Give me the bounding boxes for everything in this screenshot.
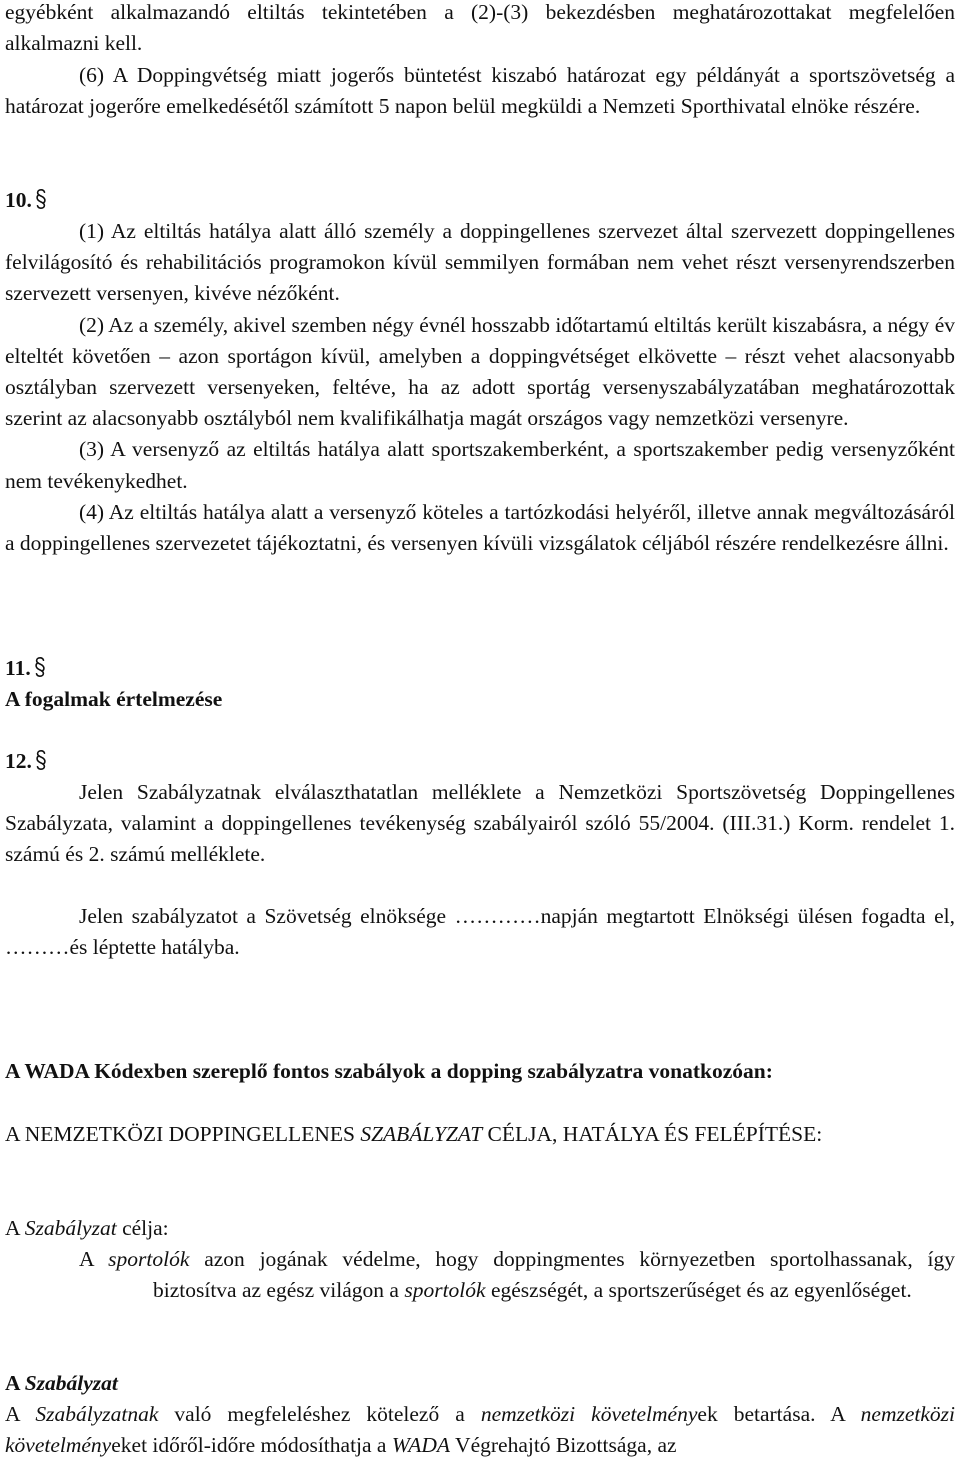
paragraph-10-3: (3) A versenyző az eltiltás hatálya alatt sportszakemberként, a sportszakember pedig versenyzőként nem tevékenykedhet. (5, 437, 955, 493)
section-10-heading (5, 185, 955, 216)
aim-label-italic: Szabályzat (24, 1216, 117, 1240)
caps-heading-b: CÉLJA, HATÁLYA ÉS FELÉPÍTÉSE: (482, 1122, 823, 1146)
paragraph-6 (5, 60, 955, 122)
aim-item-a: A (79, 1247, 109, 1271)
section-number: 10. (5, 188, 32, 212)
aim-item-italic: sportolók (108, 1247, 190, 1271)
caps-heading-italic: SZABÁLYZAT (360, 1122, 483, 1146)
last-paragraph (5, 1399, 955, 1461)
last-text-b: való megfeleléshez kötelező a (158, 1402, 481, 1426)
section-12-body (5, 777, 955, 871)
date-placeholder: ………… (454, 904, 541, 928)
adoption-text-c: és léptette hatályba. (69, 935, 240, 960)
last-text-a: A (5, 1402, 36, 1426)
section-sign-icon (33, 656, 47, 678)
paragraph-10-2: (2) Az a személy, akivel szemben négy évnél hosszabb időtartamú eltiltás került kiszabásra, a négy év elteltét követően – azon sportágon kívül, amelyben a doppingvétséget elkövette – részt vehet alacsonyabb osztályban szervezett versenyeken, feltéve, ha az adott sportág versenyszabályzatában meghatározottak szerint az alacsonyabb osztályból nem kvalifikálhatja magát országos vagy nemzetközi versenyre. (5, 312, 955, 431)
aim-label (5, 1213, 955, 1244)
date-placeholder: ……… (5, 935, 70, 960)
caps-heading-a: A NEMZETKÖZI DOPPINGELLENES (5, 1122, 361, 1146)
aim-label-a: A (5, 1216, 25, 1240)
paragraph-10-4: (4) Az eltiltás hatálya alatt a versenyző köteles a tartózkodási helyéről, illetve annak megváltozásáról a doppingellenes szervezetet tájékoztatni, és versenyen kívüli vizsgálatok céljából részére rendelkezésre állni. (5, 499, 955, 556)
caps-heading (5, 1119, 955, 1150)
section-sign-icon (34, 188, 48, 210)
last-italic-1: Szabályzatnak (35, 1402, 159, 1426)
section-number: 11. (5, 656, 31, 680)
aim-item-c: egészségét, a sportszerűséget és az egyenlőséget. (485, 1278, 912, 1303)
adoption-text-a: Jelen szabályzatot a Szövetség elnöksége (79, 904, 455, 928)
last-text-c: ek betartása. A (697, 1402, 861, 1426)
aim-item (5, 1244, 955, 1306)
wada-heading-text: A WADA Kódexben szereplő fontos szabályok a dopping szabályzatra vonatkozóan: (5, 1059, 773, 1083)
szabalyzat-heading (5, 1368, 955, 1399)
wada-heading (5, 1056, 955, 1087)
last-italic-2: nemzetközi követelmény (480, 1402, 698, 1426)
aim-item-italic: sportolók (404, 1278, 486, 1303)
last-italic-3: nemzetközi követelmény (5, 1402, 956, 1458)
paragraph-text: egyébként alkalmazandó eltiltás tekintetében a (2)-(3) bekezdésben meghatározottakat megfelelően alkalmazni kell. (5, 0, 955, 56)
section-10-body (5, 216, 955, 559)
section-11-title: A fogalmak értelmezése (5, 687, 223, 712)
section-11-heading (5, 653, 955, 715)
szabalyzat-heading-italic: Szabályzat (24, 1371, 118, 1395)
paragraph-12-1: Jelen Szabályzatnak elválaszthatatlan melléklete a Nemzetközi Sportszövetség Doppingellenes Szabályzata, valamint a doppingellenes tevékenység szabályairól szóló 55/2004. (III.31.) Korm. rendelet 1. számú és 2. számú melléklete. (5, 780, 955, 867)
szabalyzat-heading-a: A (5, 1371, 25, 1395)
section-12-heading (5, 746, 955, 777)
paragraph-text: (6) A Doppingvétség miatt jogerős büntetést kiszabó határozat egy példányát a sportszövetség a határozat jogerőre emelkedésétől számított 5 napon belül megküldi a Nemzeti Sporthivatal elnöke részére. (5, 63, 955, 119)
paragraph-continuation (5, 0, 955, 59)
section-sign-icon (34, 749, 48, 771)
aim-label-b: célja: (116, 1216, 169, 1240)
section-number: 12. (5, 749, 32, 773)
aim-item-b: azon jogának védelme, hogy doppingmentes környezetben sportolhassanak, így biztosítva az egész világon a (153, 1247, 955, 1303)
adoption-paragraph (5, 901, 955, 963)
last-text-e: Végrehajtó Bizottsága, az (450, 1433, 677, 1458)
paragraph-10-1: (1) Az eltiltás hatálya alatt álló személy a doppingellenes szervezet által szervezett doppingellenes felvilágosító és rehabilitációs programokon kívül semmilyen formában nem vehet részt versenyrendszerben szervezett versenyen, kivéve nézőként. (5, 219, 955, 306)
last-italic-4: WADA (391, 1433, 451, 1458)
last-text-d: eket időről-időre módosíthatja a (111, 1433, 392, 1458)
adoption-text-b: napján megtartott Elnökségi ülésen fogadta el, (540, 904, 955, 928)
